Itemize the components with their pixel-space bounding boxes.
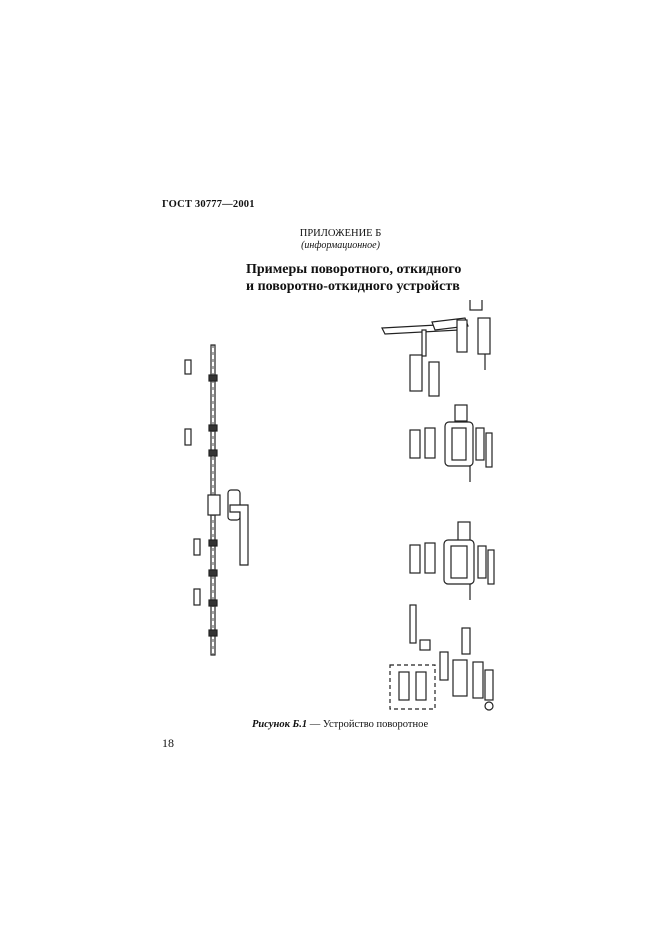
appendix-title: ПРИЛОЖЕНИЕ Б <box>299 228 382 239</box>
standard-header: ГОСТ 30777—2001 <box>162 199 255 210</box>
figure-caption <box>252 719 428 730</box>
striker-plates <box>185 360 200 605</box>
bottom-hinge <box>390 605 493 710</box>
figure-caption-text: Устройство поворотное <box>322 719 429 730</box>
hardware-illustration <box>170 300 520 720</box>
section-title-line1: Примеры поворотного, откидного <box>246 262 462 277</box>
stay-arm-assembly <box>382 300 490 396</box>
figure-label: Рисунок Б.1 <box>252 719 308 730</box>
corner-hinge-2 <box>410 522 494 600</box>
corner-hinge-1 <box>410 405 492 482</box>
appendix-type: (информационное) <box>301 240 380 251</box>
figure-dash: — <box>309 719 321 730</box>
section-title-line2: и поворотно-откидного устройств <box>246 279 460 294</box>
page-number: 18 <box>162 736 174 750</box>
